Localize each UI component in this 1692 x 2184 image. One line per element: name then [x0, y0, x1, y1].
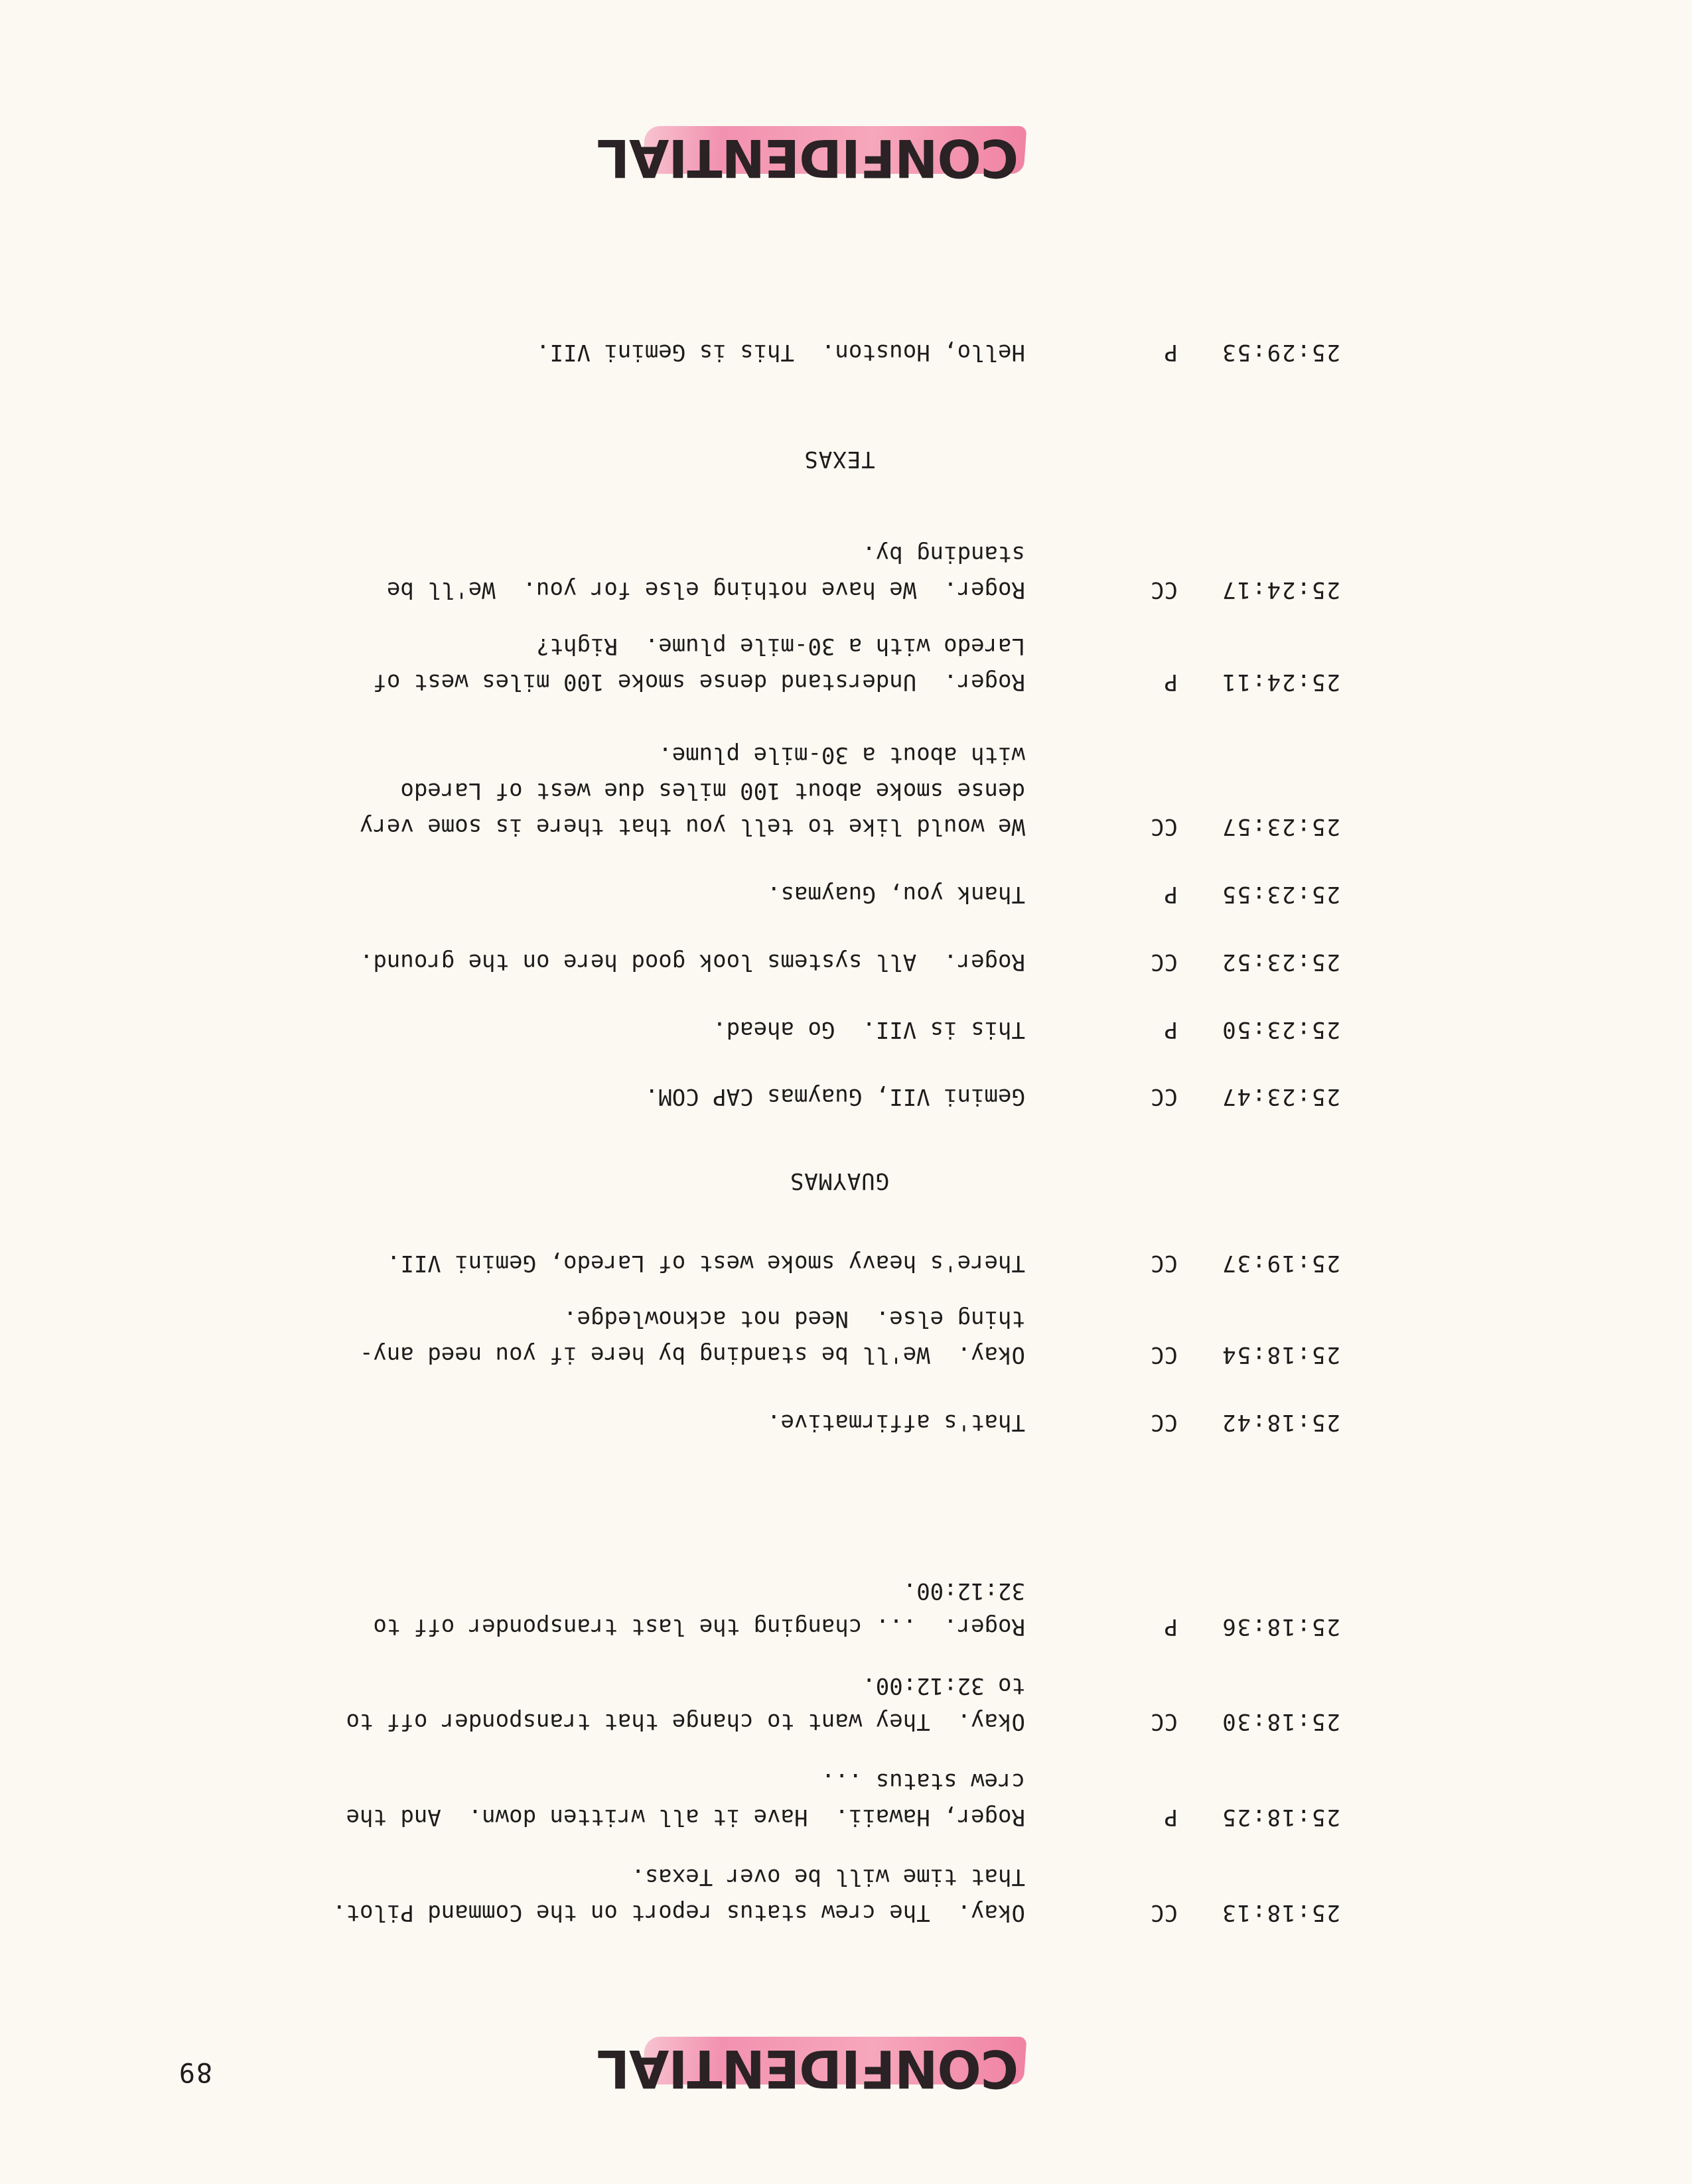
entry-speaker: CC [1151, 949, 1178, 975]
entry-time: 25:18:54 [1221, 1341, 1340, 1368]
section-heading-guaymas: GUAYMAS [789, 1168, 890, 1194]
entry-text-line: Roger. All systems look good here on the ground. [359, 949, 1025, 975]
entry-text-line: crew status ... [821, 1768, 1025, 1795]
entry-speaker: P [1164, 1016, 1178, 1043]
entry-text [282, 737, 1025, 845]
entry-time: 25:18:42 [1221, 1409, 1340, 1436]
entry-text-line: Hello, Houston. This is Gemini VII. [536, 339, 1025, 366]
entry-text-line: That's affirmative. [767, 1409, 1025, 1436]
entry-text [282, 1245, 1025, 1281]
entry-text [282, 1763, 1025, 1835]
entry-speaker: CC [1151, 813, 1178, 840]
entry-time: 25:18:30 [1221, 1708, 1340, 1735]
confidential-stamp-top [597, 2031, 1019, 2104]
entry-time: 25:19:37 [1221, 1250, 1340, 1276]
entry-speaker: CC [1151, 1083, 1178, 1110]
entry-text-line: This is VII. Go ahead. [713, 1016, 1025, 1043]
entry-text [282, 1668, 1025, 1740]
entry-speaker: CC [1151, 1250, 1178, 1276]
entry-text [282, 1404, 1025, 1440]
confidential-stamp-text: CONFIDENTIAL [597, 127, 1019, 187]
entry-speaker: P [1164, 669, 1178, 695]
entry-speaker: CC [1151, 1341, 1178, 1368]
entry-text [282, 1079, 1025, 1115]
entry-time: 25:24:17 [1221, 577, 1340, 603]
entry-time: 25:23:52 [1221, 949, 1340, 975]
entry-text [282, 536, 1025, 608]
entry-speaker: CC [1151, 1708, 1178, 1735]
entry-text-line: dense smoke about 100 miles due west of Laredo [400, 778, 1025, 804]
entry-speaker: P [1164, 1613, 1178, 1640]
entry-time: 25:23:57 [1221, 813, 1340, 840]
entry-speaker: P [1164, 881, 1178, 908]
entry-text-line: Okay. They want to change that transponder off to [346, 1708, 1025, 1735]
entry-text-line: Thank you, Guaymas. [767, 881, 1025, 908]
section-heading-texas: TEXAS [804, 446, 875, 472]
entry-text-line: with about a 30-mile plume. [658, 742, 1025, 768]
entry-text-line: Laredo with a 30-mile plume. Right? [536, 633, 1025, 659]
confidential-stamp-bottom [597, 121, 1019, 194]
entry-time: 25:24:11 [1221, 669, 1340, 695]
entry-text [282, 628, 1025, 700]
entry-text-line: thing else. Need not acknowledge. [563, 1306, 1025, 1332]
entry-text-line: Gemini VII, Guaymas CAP COM. [644, 1083, 1025, 1110]
entry-time: 25:29:53 [1221, 339, 1340, 366]
entry-time: 25:23:50 [1221, 1016, 1340, 1043]
entry-text-line: There's heavy smoke west of Laredo, Gemini VII. [386, 1250, 1025, 1276]
entry-speaker: CC [1151, 1409, 1178, 1436]
entry-speaker: CC [1151, 577, 1178, 603]
entry-text-line: Roger. Understand dense smoke 100 miles west of [373, 669, 1025, 695]
confidential-stamp-text: CONFIDENTIAL [597, 2038, 1019, 2098]
entry-text [282, 1573, 1025, 1645]
entry-time: 25:18:25 [1221, 1804, 1340, 1830]
entry-text-line: to 32:12:00. [862, 1672, 1025, 1699]
entry-text [282, 1301, 1025, 1373]
entry-speaker: P [1164, 339, 1178, 366]
entry-text [282, 1859, 1025, 1931]
entry-speaker: P [1164, 1804, 1178, 1830]
entry-text [282, 1012, 1025, 1048]
entry-text-line: Okay. The crew status report on the Command Pilot. [332, 1899, 1025, 1926]
entry-text [282, 944, 1025, 980]
entry-text-line: Okay. We'll be standing by here if you need any- [359, 1341, 1025, 1368]
entry-time: 25:23:47 [1221, 1083, 1340, 1110]
entry-text [282, 876, 1025, 912]
page-number: 89 [177, 2057, 212, 2087]
entry-speaker: CC [1151, 1899, 1178, 1926]
entry-time: 25:23:55 [1221, 881, 1340, 908]
entry-text-line: Roger. ... changing the last transponder off to [373, 1613, 1025, 1640]
entry-text-line: We would like to tell you that there is some very [359, 813, 1025, 840]
entry-time: 25:18:36 [1221, 1613, 1340, 1640]
entry-text-line: That time will be over Texas. [631, 1864, 1025, 1890]
entry-text-line: Roger. We have nothing else for you. We'll be [386, 577, 1025, 603]
entry-time: 25:18:13 [1221, 1899, 1340, 1926]
entry-text-line: Roger, Hawaii. Have it all written down. And the [346, 1804, 1025, 1830]
entry-text-line: standing by. [862, 541, 1025, 567]
entry-text-line: 32:12:00. [902, 1578, 1025, 1604]
entry-text [282, 334, 1025, 370]
